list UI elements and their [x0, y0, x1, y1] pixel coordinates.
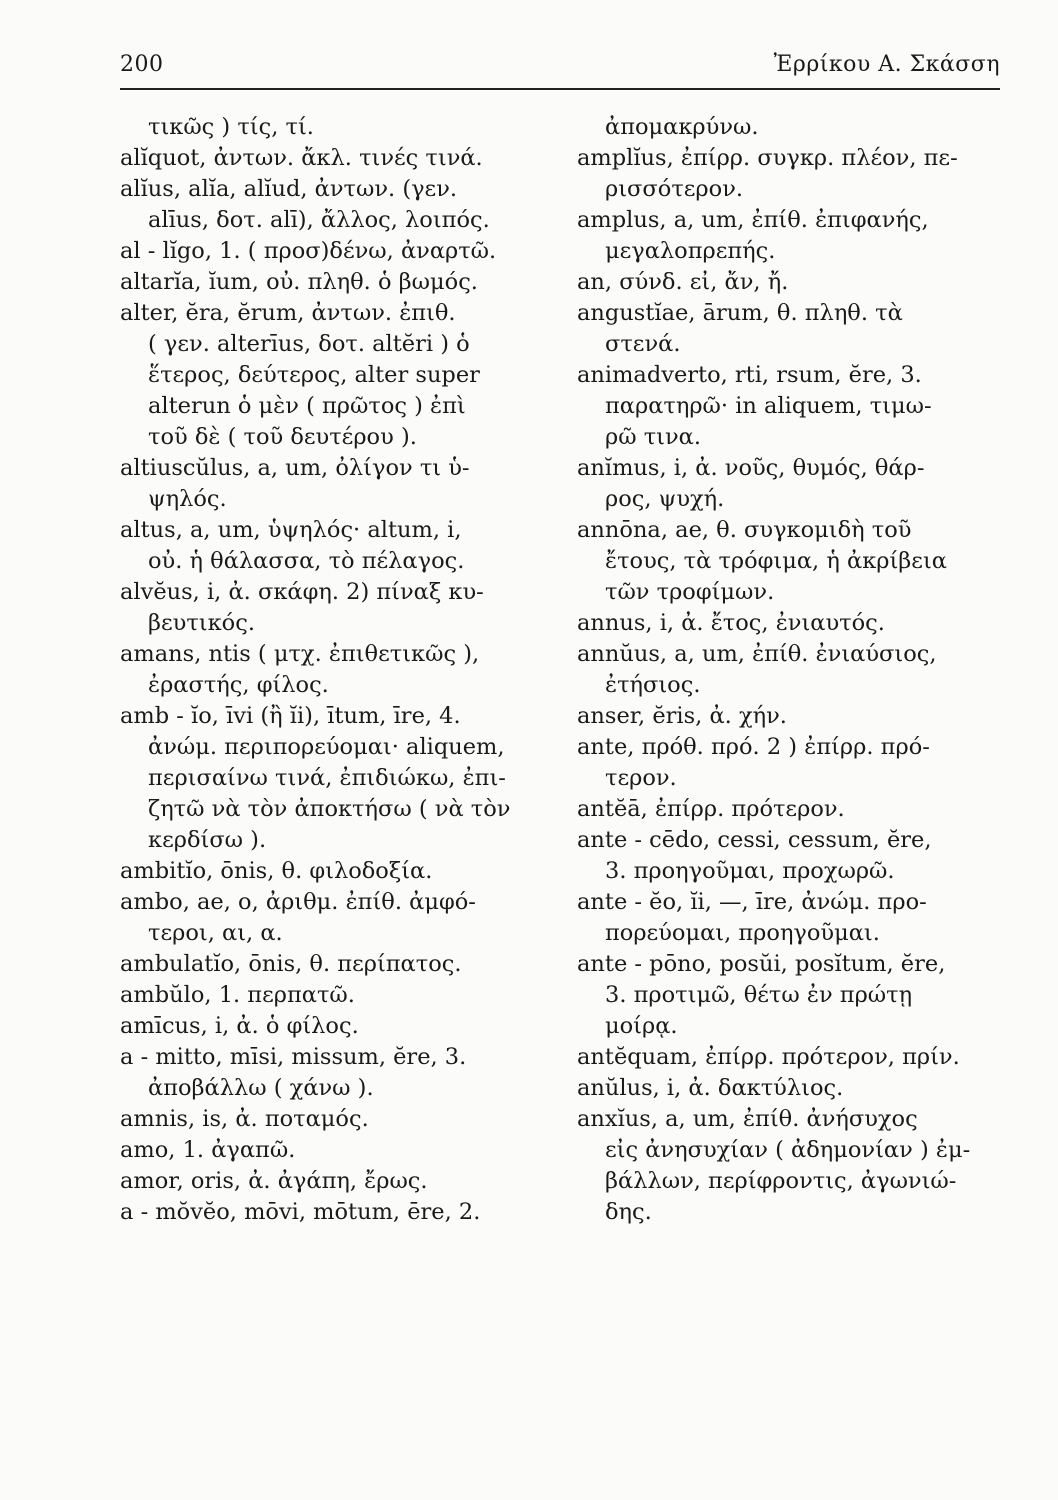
entry-continuation-line: οὐ. ἡ θάλασσα, τὸ πέλαγος. — [148, 548, 465, 574]
entry-line: amor, oris, ἀ. ἀγάπη, ἔρως. — [120, 1168, 428, 1194]
entry-line: al - lĭgo, 1. ( προσ)δένω, ἀναρτῶ. — [120, 238, 497, 264]
entry-line: ante - pōno, posŭi, posĭtum, ĕre, — [577, 951, 946, 977]
entry-continuation-line: ζητῶ νὰ τὸν ἀποκτήσω ( νὰ τὸν — [148, 796, 511, 822]
entry-line: antĕā, ἐπίρρ. πρότερον. — [577, 796, 845, 822]
entry-continuation-line: ἀνώμ. περιπορεύομαι· aliquem, — [148, 734, 505, 760]
entry-continuation-line: ρος, ψυχή. — [605, 486, 725, 512]
entry-line: a - mŏvĕo, mōvi, mōtum, ēre, 2. — [120, 1199, 481, 1225]
entry-line: amplĭus, ἐπίρρ. συγκρ. πλέον, πε- — [577, 145, 958, 171]
entry-continuation-line: ( γεν. alterīus, δοτ. altĕri ) ὁ — [148, 331, 470, 357]
entry-line: alĭquot, ἀντων. ἄκλ. τινές τινά. — [120, 145, 483, 171]
entry-line: annus, i, ἀ. ἔτος, ἐνιαυτός. — [577, 610, 885, 636]
entry-continuation-line: παρατηρῶ· in aliquem, τιμω- — [605, 393, 932, 419]
entry-line: annōna, ae, θ. συγκομιδὴ τοῦ — [577, 517, 912, 543]
entry-continuation-line: ψηλός. — [148, 486, 227, 512]
entry-continuation-line: βάλλων, περίφροντις, ἀγωνιώ- — [605, 1168, 957, 1194]
entry-line: altiuscŭlus, a, um, ὀλίγον τι ὑ- — [120, 455, 470, 481]
entry-line: anxĭus, a, um, ἐπίθ. ἀνήσυχος — [577, 1106, 918, 1132]
entry-line: animadverto, rti, rsum, ĕre, 3. — [577, 362, 922, 388]
entry-continuation-line: πορεύομαι, προηγοῦμαι. — [605, 920, 880, 946]
entry-line: a - mitto, mīsi, missum, ĕre, 3. — [120, 1044, 467, 1070]
entry-line: ante, πρόθ. πρό. 2 ) ἐπίρρ. πρό- — [577, 734, 930, 760]
left-column — [120, 112, 550, 1228]
entry-continuation-line: ἀποβάλλω ( χάνω ). — [148, 1075, 374, 1101]
entry-continuation-line: βευτικός. — [148, 610, 255, 636]
entry-line: anser, ĕris, ἀ. χήν. — [577, 703, 787, 729]
entry-continuation-line: τικῶς ) τίς, τί. — [148, 114, 314, 140]
entry-line: altus, a, um, ὑψηλός· altum, i, — [120, 517, 462, 543]
entry-line: amnis, is, ἀ. ποταμός. — [120, 1106, 369, 1132]
entry-line: angustĭae, ārum, θ. πληθ. τὰ — [577, 300, 903, 326]
entry-line: alvĕus, i, ἀ. σκάφη. 2) πίναξ κυ- — [120, 579, 484, 605]
entry-continuation-line: εἰς ἀνησυχίαν ( ἀδημονίαν ) ἐμ- — [605, 1137, 971, 1163]
entry-line: altarĭa, ĭum, οὐ. πληθ. ὁ βωμός. — [120, 269, 478, 295]
entry-line: ambulatĭo, ōnis, θ. περίπατος. — [120, 951, 462, 977]
entry-line: anŭlus, i, ἀ. δακτύλιος. — [577, 1075, 844, 1101]
right-column — [577, 112, 997, 1228]
entry-continuation-line: ἔτους, τὰ τρόφιμα, ἡ ἀκρίβεια — [605, 548, 947, 574]
header-rule — [120, 88, 1000, 90]
entry-line: amīcus, i, ἀ. ὁ φίλος. — [120, 1013, 359, 1039]
entry-continuation-line: τοῦ δὲ ( τοῦ δευτέρου ). — [148, 424, 417, 450]
entry-continuation-line: ἐραστής, φίλος. — [148, 672, 329, 698]
entry-line: amans, ntis ( μτχ. ἐπιθετικῶς ), — [120, 641, 480, 667]
running-head: Ἐρρίκου Α. Σκάσση — [773, 52, 1000, 77]
entry-line: amo, 1. ἀγαπῶ. — [120, 1137, 296, 1163]
entry-continuation-line: μεγαλοπρεπής. — [605, 238, 776, 264]
entry-continuation-line: μοίρᾳ. — [605, 1013, 678, 1039]
entry-line: ante - ĕo, ĭi, —, īre, ἀνώμ. προ- — [577, 889, 927, 915]
entry-continuation-line: 3. προηγοῦμαι, προχωρῶ. — [605, 858, 895, 884]
entry-line: annŭus, a, um, ἐπίθ. ἐνιαύσιος, — [577, 641, 937, 667]
entry-continuation-line: ρισσότερον. — [605, 176, 744, 202]
entry-continuation-line: alīus, δοτ. alī), ἄλλος, λοιπός. — [148, 207, 490, 233]
entry-continuation-line: τερον. — [605, 765, 677, 791]
entry-continuation-line: ἕτερος, δεύτερος, alter super — [148, 362, 480, 388]
entry-line: antĕquam, ἐπίρρ. πρότερον, πρίν. — [577, 1044, 960, 1070]
entry-continuation-line: κερδίσω ). — [148, 827, 267, 853]
entry-line: anĭmus, i, ἀ. νοῦς, θυμός, θάρ- — [577, 455, 925, 481]
entry-line: alĭus, alĭa, alĭud, ἀντων. (γεν. — [120, 176, 458, 202]
entry-continuation-line: ρῶ τινα. — [605, 424, 702, 450]
entry-continuation-line: τεροι, αι, α. — [148, 920, 283, 946]
entry-continuation-line: ἀπομακρύνω. — [605, 114, 759, 140]
entry-line: an, σύνδ. εἰ, ἄν, ἤ. — [577, 269, 789, 295]
entry-continuation-line: alterun ὁ μὲν ( πρῶτος ) ἐπὶ — [148, 393, 466, 419]
entry-line: amb - ĭo, īvi (ἢ ĭi), ītum, īre, 4. — [120, 703, 461, 729]
entry-continuation-line: στενά. — [605, 331, 681, 357]
page-header — [120, 44, 1000, 84]
entry-continuation-line: 3. προτιμῶ, θέτω ἐν πρώτῃ — [605, 982, 913, 1008]
entry-continuation-line: περισαίνω τινά, ἐπιδιώκω, ἐπι- — [148, 765, 506, 791]
entry-line: alter, ĕra, ĕrum, ἀντων. ἐπιθ. — [120, 300, 456, 326]
entry-continuation-line: δης. — [605, 1199, 652, 1225]
entry-line: ambo, ae, o, ἀριθμ. ἐπίθ. ἀμφό- — [120, 889, 476, 915]
entry-continuation-line: τῶν τροφίμων. — [605, 579, 775, 605]
page-number: 200 — [120, 52, 164, 77]
entry-line: amplus, a, um, ἐπίθ. ἐπιφανής, — [577, 207, 929, 233]
entry-line: ante - cēdo, cessi, cessum, ĕre, — [577, 827, 932, 853]
entry-continuation-line: ἐτήσιος. — [605, 672, 701, 698]
entry-line: ambitĭo, ōnis, θ. φιλοδοξία. — [120, 858, 433, 884]
entry-line: ambŭlo, 1. περπατῶ. — [120, 982, 355, 1008]
